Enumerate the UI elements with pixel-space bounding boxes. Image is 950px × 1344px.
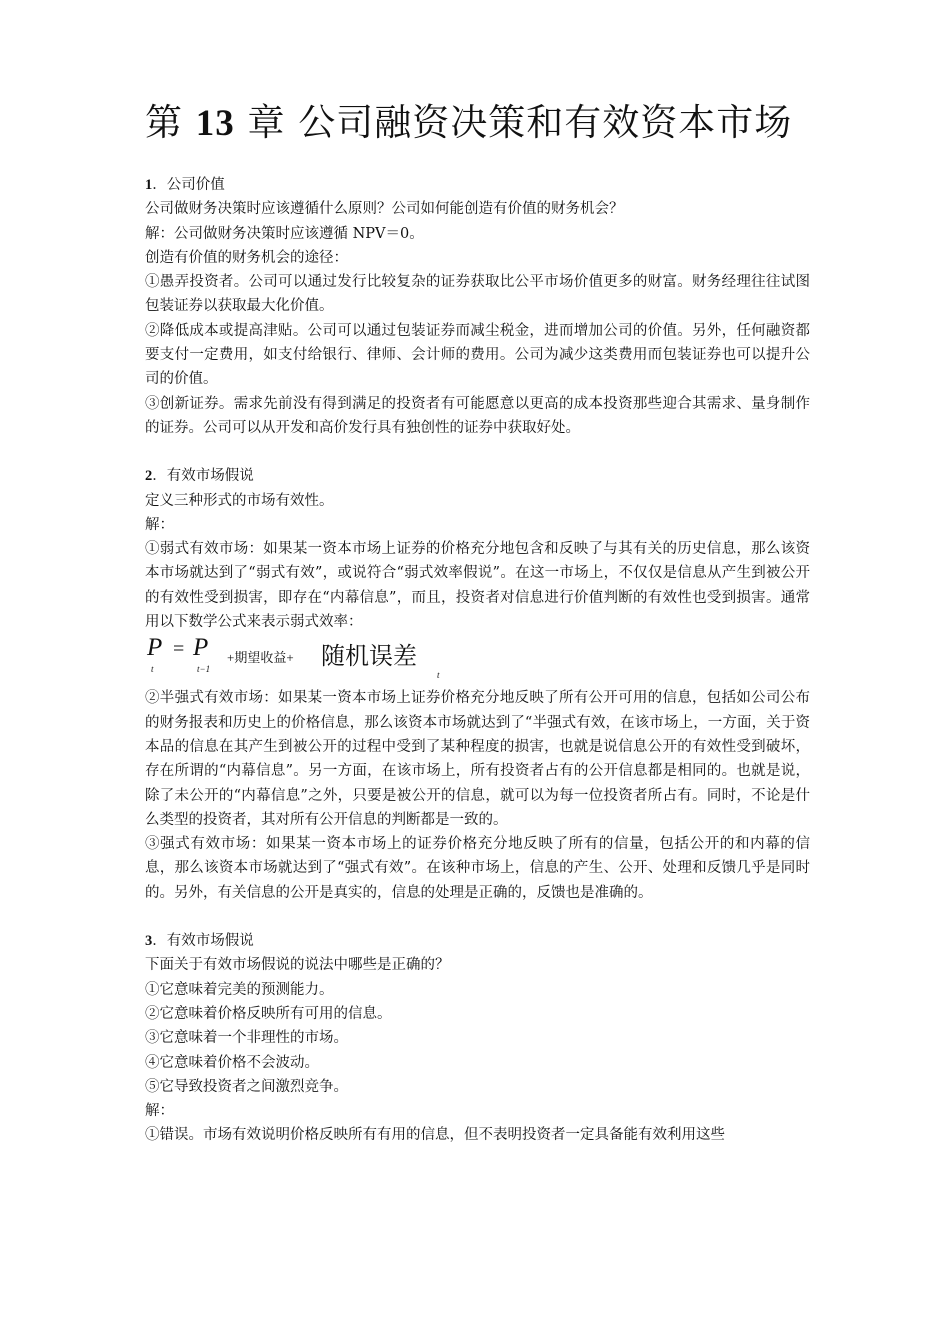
title-text: 章 公司融资决策和有效资本市场 bbox=[247, 101, 793, 144]
spacer bbox=[145, 440, 810, 464]
paragraph: ②它意味着价格反映所有可用的信息。 bbox=[145, 1005, 392, 1022]
section-number: 1 bbox=[145, 177, 153, 193]
paragraph: 解： bbox=[145, 1103, 174, 1120]
section-2 bbox=[145, 464, 810, 905]
paragraph: ①弱式有效市场：如果某一资本市场上证券的价格充分地包含和反映了与其有关的历史信息，那么该资本市场就达到了“弱式有效”，或说符合“弱式效率假说”。在这一市场上，不仅仅是信息从产生到被公开的有效性受到损害，即存在“内幕信息”，而且，投资者对信息进行价值判断的有效性也受到损害。通常用以下数学公式来表示弱式效率： bbox=[145, 541, 810, 631]
formula-p: P bbox=[193, 634, 209, 662]
title-prefix: 第 bbox=[145, 101, 183, 144]
paragraph: ①愚弄投资者。公司可以通过发行比较复杂的证券获取比公平市场价值更多的财富。财务经理往往试图包装证券以获取最大化价值。 bbox=[145, 274, 810, 315]
formula-p: P bbox=[147, 634, 163, 662]
spacer bbox=[145, 905, 810, 929]
paragraph: ③创新证券。需求先前没有得到满足的投资者有可能愿意以更高的成本投资那些迎合其需求、量身制作的证券。公司可以从开发和高价发行具有独创性的证券中获取好处。 bbox=[145, 395, 810, 436]
section-title: ．公司价值 bbox=[152, 177, 225, 193]
paragraph: 定义三种形式的市场有效性。 bbox=[145, 492, 334, 509]
formula-term: +期望收益+ bbox=[227, 650, 294, 666]
section-title: ．有效市场假说 bbox=[152, 933, 254, 950]
paragraph: ③强式有效市场：如果某一资本市场上的证券价格充分地反映了所有的信量，包括公开的和内幕的信息，那么该资本市场就达到了“强式有效”。在该种市场上，信息的产生、公开、处理和反馈几乎是同时的。另外，有关信息的公开是真实的，信息的处理是正确的，反馈也是准确的。 bbox=[145, 836, 810, 901]
formula-term: 随机误差 bbox=[321, 644, 417, 671]
paragraph: ②降低成本或提高津贴。公司可以通过包装证券而减尘税金，进而增加公司的价值。另外，任何融资都要支付一定费用，如支付给银行、律师、会计师的费用。公司为减少这类费用而包装证券也可以提升公司的价值。 bbox=[145, 322, 810, 388]
document-page bbox=[145, 98, 810, 1148]
formula-subscript: t bbox=[151, 664, 154, 675]
formula-subscript: t−1 bbox=[197, 664, 211, 675]
paragraph: ③它意味着一个非理性的市场。 bbox=[145, 1030, 348, 1047]
section-3 bbox=[145, 929, 810, 1148]
chapter-number: 13 bbox=[195, 103, 235, 144]
section-1 bbox=[145, 173, 810, 440]
section-heading bbox=[145, 464, 810, 488]
paragraph: ①它意味着完美的预测能力。 bbox=[145, 981, 334, 998]
paragraph: 公司做财务决策时应该遵循什么原则？公司如何能创造有价值的财务机会？ bbox=[145, 201, 624, 218]
paragraph: 解：公司做财务决策时应该遵循 NPV＝0。 bbox=[145, 225, 424, 242]
paragraph: 解： bbox=[145, 516, 174, 533]
chapter-title bbox=[145, 98, 810, 149]
paragraph: 创造有价值的财务机会的途径： bbox=[145, 249, 348, 266]
section-number: 2 bbox=[145, 468, 153, 485]
formula-subscript: t bbox=[437, 670, 440, 681]
weak-efficiency-formula bbox=[145, 634, 810, 686]
paragraph: ④它意味着价格不会波动。 bbox=[145, 1054, 319, 1071]
formula-equals: = bbox=[173, 638, 185, 661]
paragraph: ⑤它导致投资者之间激烈竞争。 bbox=[145, 1078, 348, 1095]
section-number: 3 bbox=[145, 933, 153, 950]
section-heading bbox=[145, 173, 810, 197]
paragraph: 下面关于有效市场假说的说法中哪些是正确的？ bbox=[145, 957, 450, 974]
paragraph: ②半强式有效市场：如果某一资本市场上证券价格充分地反映了所有公开可用的信息，包括如公司公布的财务报表和历史上的价格信息，那么该资本市场就达到了“半强式有效，在该市场上，一方面，关于资本品的信息在其产生到被公开的过程中受到了某种程度的损害，也就是说信息公开的有效性受到破坏，存在所谓的“内幕信息”。另一方面，在该市场上，所有投资者占有的公开信息都是相同的。也就是说，除了未公开的“内幕信息”之外，只要是被公开的信息，就可以为每一位投资者所占有。同时，不论是什么类型的投资者，其对所有公开信息的判断都是一致的。 bbox=[145, 690, 810, 828]
paragraph: ①错误。市场有效说明价格反映所有有用的信息，但不表明投资者一定具备能有效利用这些 bbox=[145, 1127, 725, 1144]
section-heading bbox=[145, 929, 810, 953]
section-title: ．有效市场假说 bbox=[152, 468, 254, 485]
